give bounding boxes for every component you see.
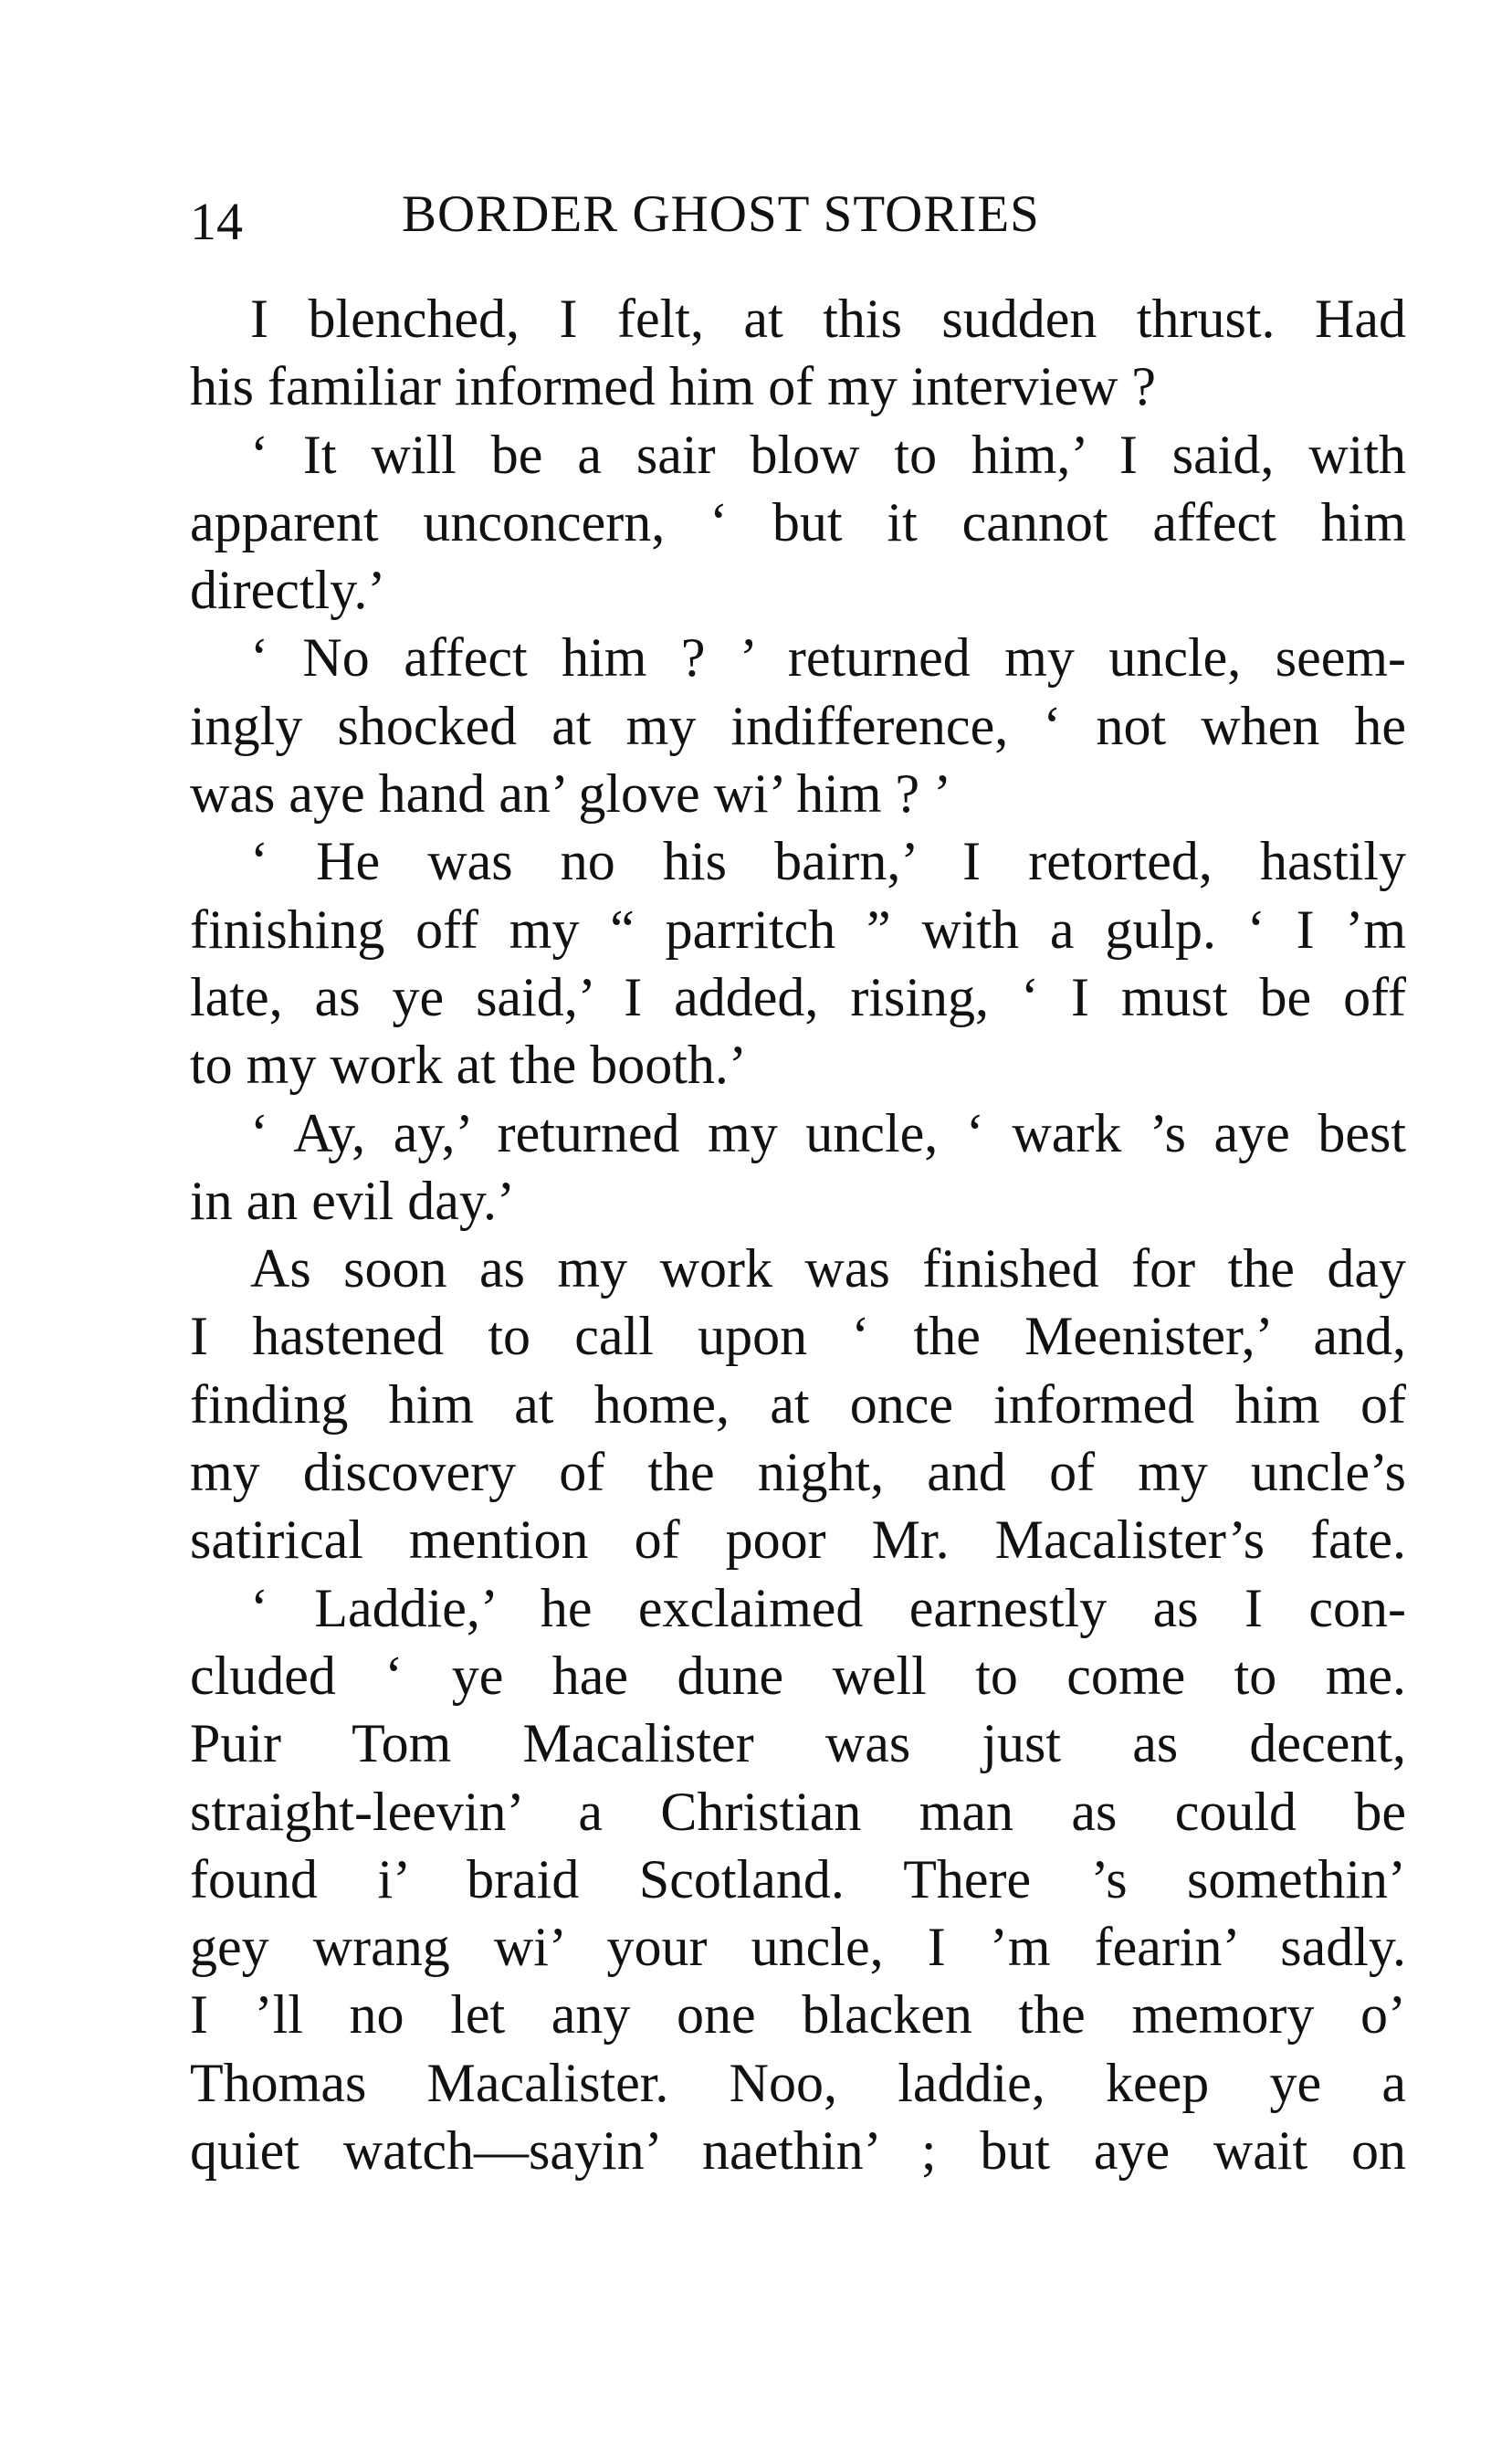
text-line: satirical mention of poor Mr. Macalister’s fate. [190, 1509, 1406, 1571]
text-line: I blenched, I felt, at this sudden thrust. Had [250, 289, 1406, 349]
text-line: ‘ It will be a sair blow to him,’ I said, with [250, 424, 1406, 485]
text-line: ‘ No affect him ? ’ returned my uncle, seem- [250, 627, 1406, 689]
text-line: I ’ll no let any one blacken the memory o’ [190, 1984, 1406, 2046]
text-line: found i’ braid Scotland. There ’s somethin’ [190, 1848, 1406, 1909]
text-line: Thomas Macalister. Noo, laddie, keep ye a [190, 2052, 1406, 2113]
text-line: cluded ‘ ye hae dune well to come to me. [190, 1645, 1406, 1706]
text-line: directly.’ [190, 560, 386, 621]
text-line: ‘ He was no his bairn,’ I retorted, hastily [250, 831, 1406, 892]
text-line: apparent unconcern, ‘ but it cannot affect him [190, 491, 1406, 552]
body-text [190, 285, 1406, 2184]
text-line: straight-leevin’ a Christian man as could be [190, 1781, 1406, 1842]
text-line: late, as ye said,’ I added, rising, ‘ I must be off [190, 966, 1406, 1027]
text-line: gey wrang wi’ your uncle, I ’m fearin’ sadly. [190, 1917, 1406, 1978]
running-head [190, 174, 1406, 256]
text-line: in an evil day.’ [190, 1170, 515, 1231]
text-line: his familiar informed him of my interview ? [190, 356, 1157, 417]
text-line: As soon as my work was finished for the day [250, 1238, 1406, 1299]
book-page [190, 174, 1406, 2184]
text-line: I hastened to call upon ‘ the Meenister,’ and, [190, 1306, 1406, 1367]
text-line: ‘ Laddie,’ he exclaimed earnestly as I con- [250, 1577, 1406, 1638]
text-line: Puir Tom Macalister was just as decent, [190, 1713, 1406, 1774]
text-line: finding him at home, at once informed him of [190, 1373, 1406, 1435]
page-number: 14 [190, 192, 243, 251]
text-line: was aye hand an’ glove wi’ him ? ’ [190, 763, 952, 825]
text-line: quiet watch—sayin’ naethin’ ; but aye wait on [190, 2120, 1406, 2182]
text-line: ingly shocked at my indifference, ‘ not when he [190, 695, 1406, 756]
running-title: BORDER GHOST STORIES [402, 185, 1040, 243]
text-line: finishing off my “ parritch ” with a gulp. ‘ I ’m [190, 899, 1406, 960]
text-line: ‘ Ay, ay,’ returned my uncle, ‘ wark ’s aye best [250, 1102, 1406, 1163]
text-line: my discovery of the night, and of my uncle’s [190, 1442, 1406, 1503]
text-line: to my work at the booth.’ [190, 1035, 747, 1096]
